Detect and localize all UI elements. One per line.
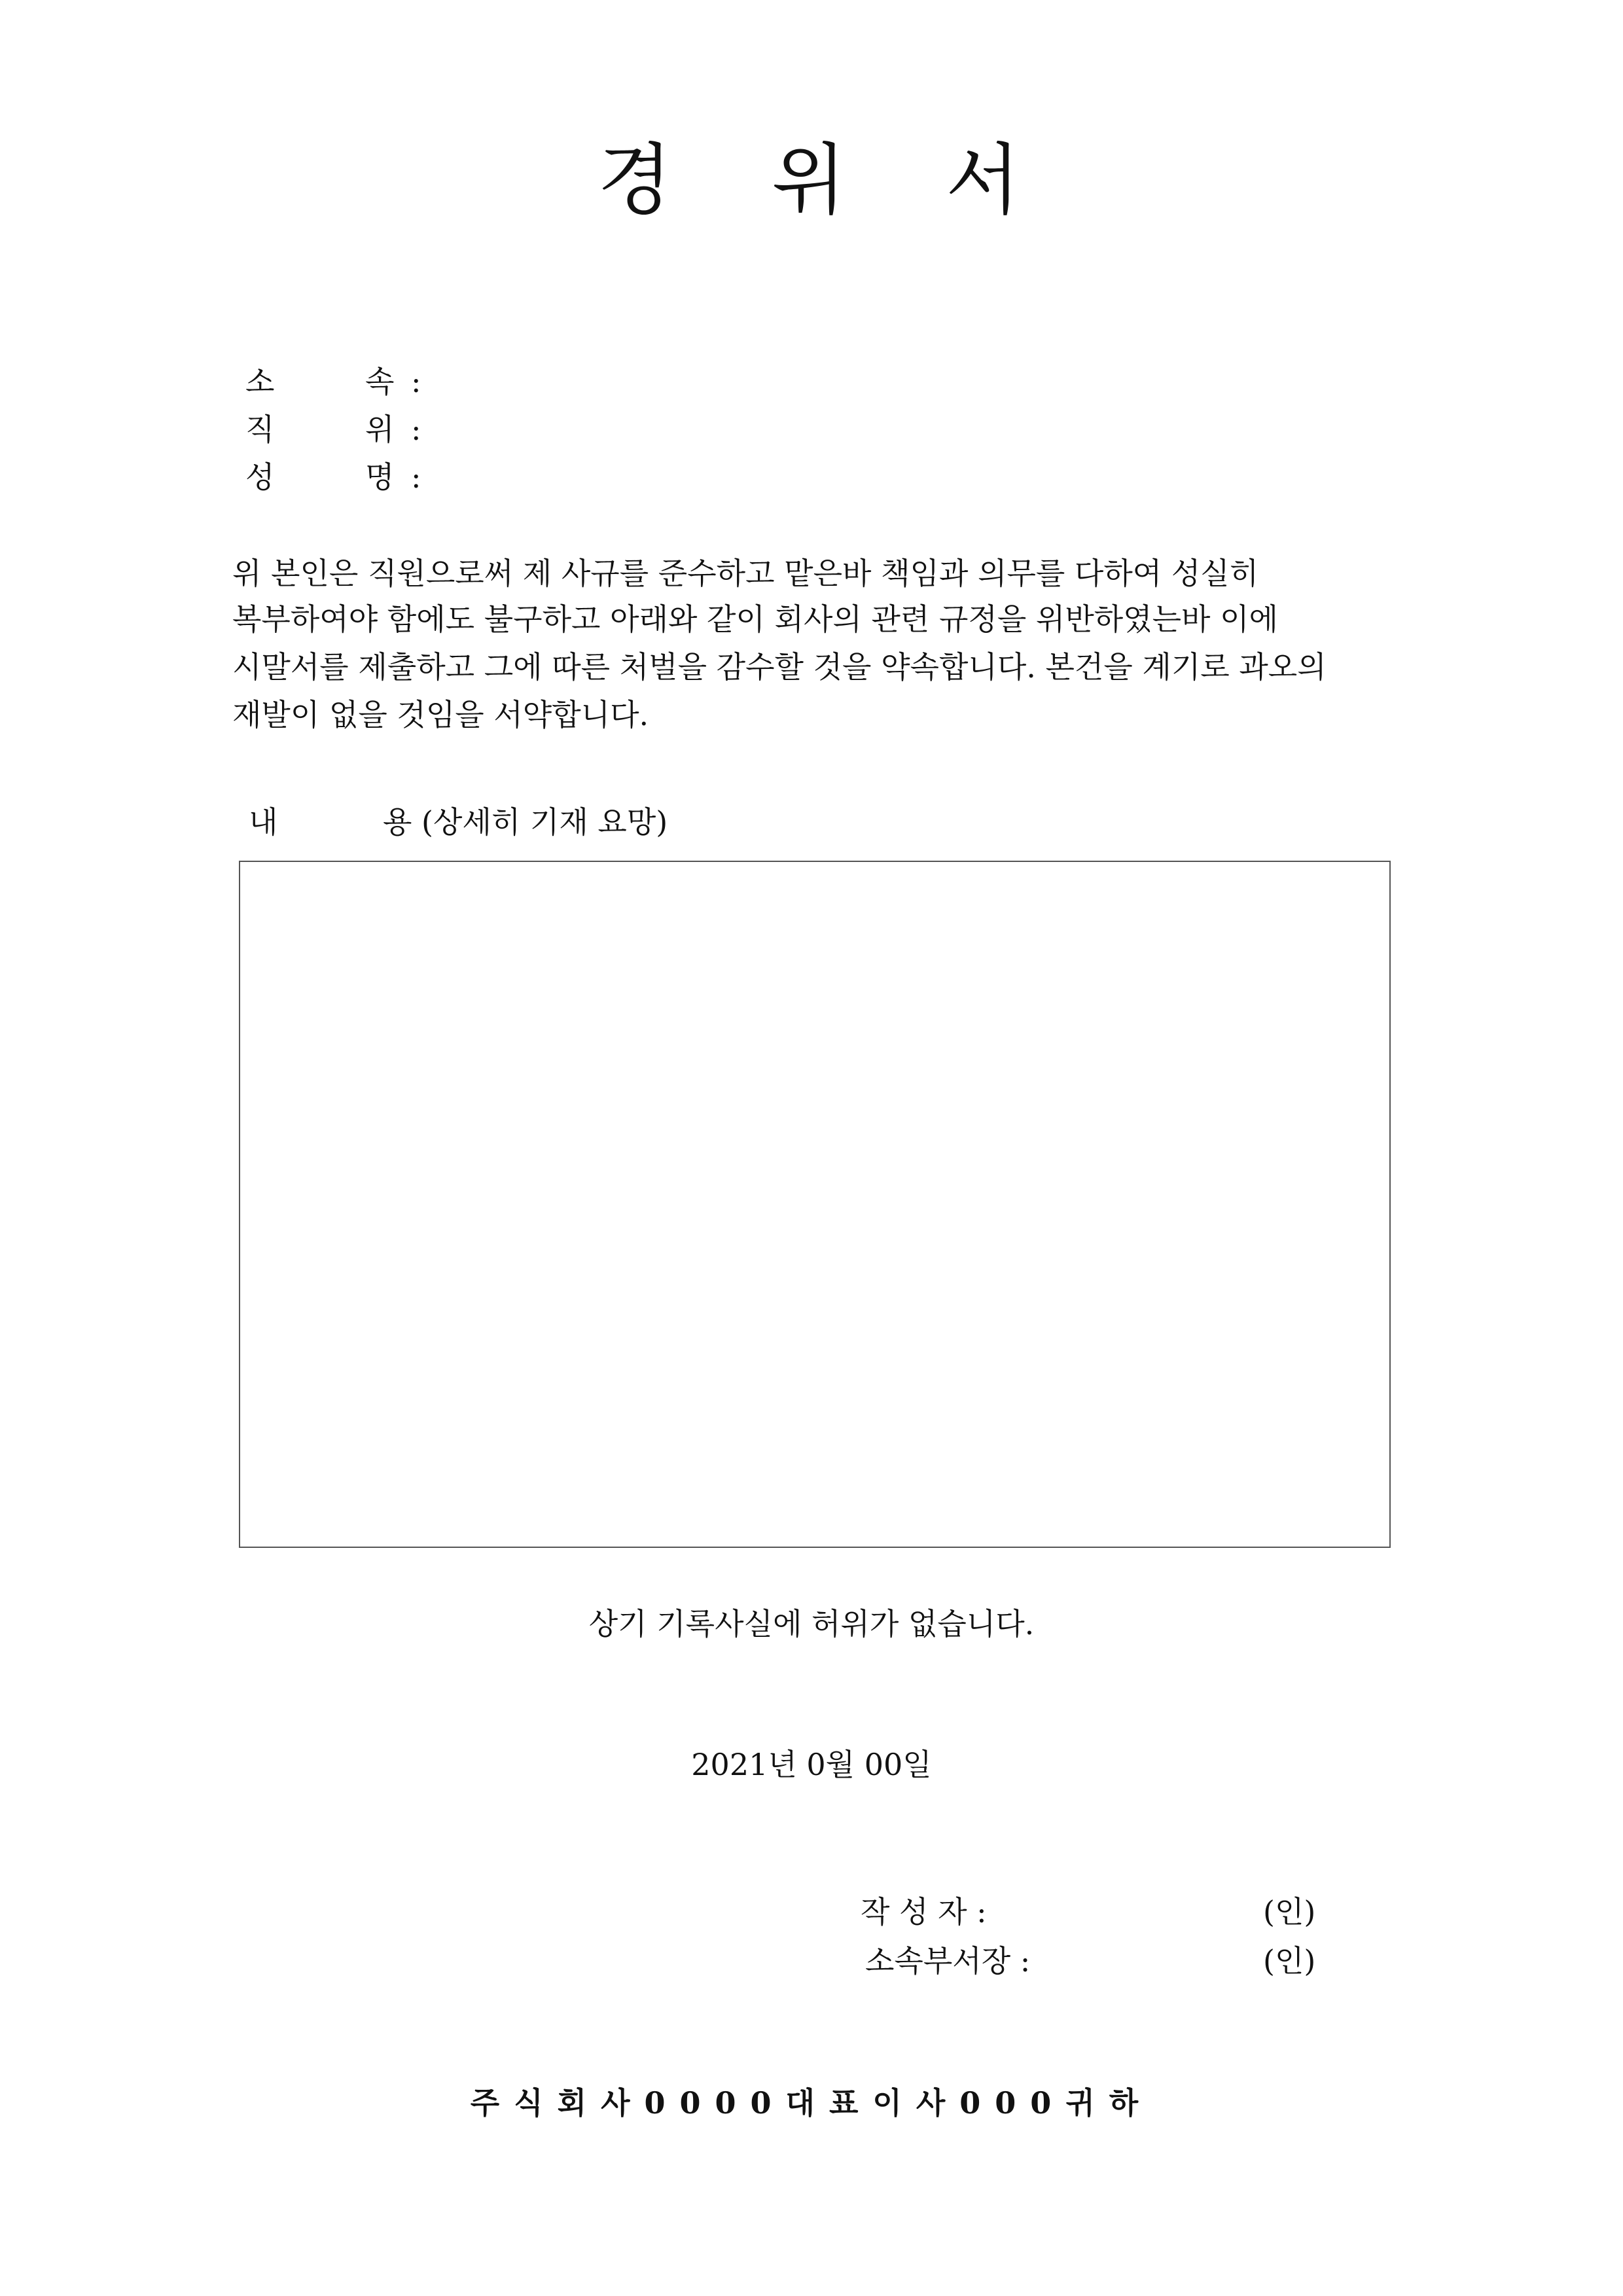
- content-box[interactable]: [239, 861, 1391, 1548]
- content-label-part-2: 용 (상세히 기재 요망): [383, 804, 668, 840]
- body-paragraph-line-2: 복부하여야 함에도 불구하고 아래와 같이 회사의 관련 규정을 위반하였는바 이에: [232, 601, 1278, 637]
- field-affiliation-label-2: 속: [365, 364, 395, 399]
- body-paragraph-line-1: 위 본인은 직원으로써 제 사규를 준수하고 맡은바 책임과 의무를 다하여 성실히: [232, 556, 1259, 591]
- body-paragraph-line-4: 재발이 없을 것임을 서약합니다.: [232, 697, 649, 732]
- signature-manager-seal: (인): [1263, 1943, 1316, 1979]
- content-label-part-1: 내: [249, 804, 278, 840]
- field-affiliation-colon: :: [411, 364, 421, 399]
- signature-author-seal: (인): [1263, 1894, 1316, 1929]
- title-char-3: 서: [946, 135, 1026, 225]
- field-position-colon: :: [411, 412, 421, 447]
- body-paragraph-line-3: 시말서를 제출하고 그에 따른 처벌을 감수할 것을 약속합니다. 본건을 계기로 과오의: [232, 649, 1327, 685]
- declaration-text: 상기 기록사실에 허위가 없습니다.: [588, 1606, 1035, 1641]
- title-char-1: 경: [597, 135, 677, 225]
- footer-addressee: 주식회사0000대표이사000귀하: [470, 2085, 1153, 2121]
- field-name-label-2: 명: [365, 459, 395, 495]
- field-position-label-1: 직: [245, 412, 275, 447]
- field-name-colon: :: [411, 459, 421, 495]
- signature-manager-label: 소속부서장 :: [865, 1943, 1031, 1979]
- field-affiliation-label-1: 소: [245, 364, 275, 399]
- field-position-label-2: 위: [365, 412, 395, 447]
- field-name-label-1: 성: [245, 459, 275, 495]
- signature-author-label: 작 성 자 :: [861, 1894, 987, 1929]
- title-char-2: 위: [772, 135, 851, 225]
- date-text: 2021년 0월 00일: [691, 1747, 932, 1782]
- document-title: [0, 134, 1623, 227]
